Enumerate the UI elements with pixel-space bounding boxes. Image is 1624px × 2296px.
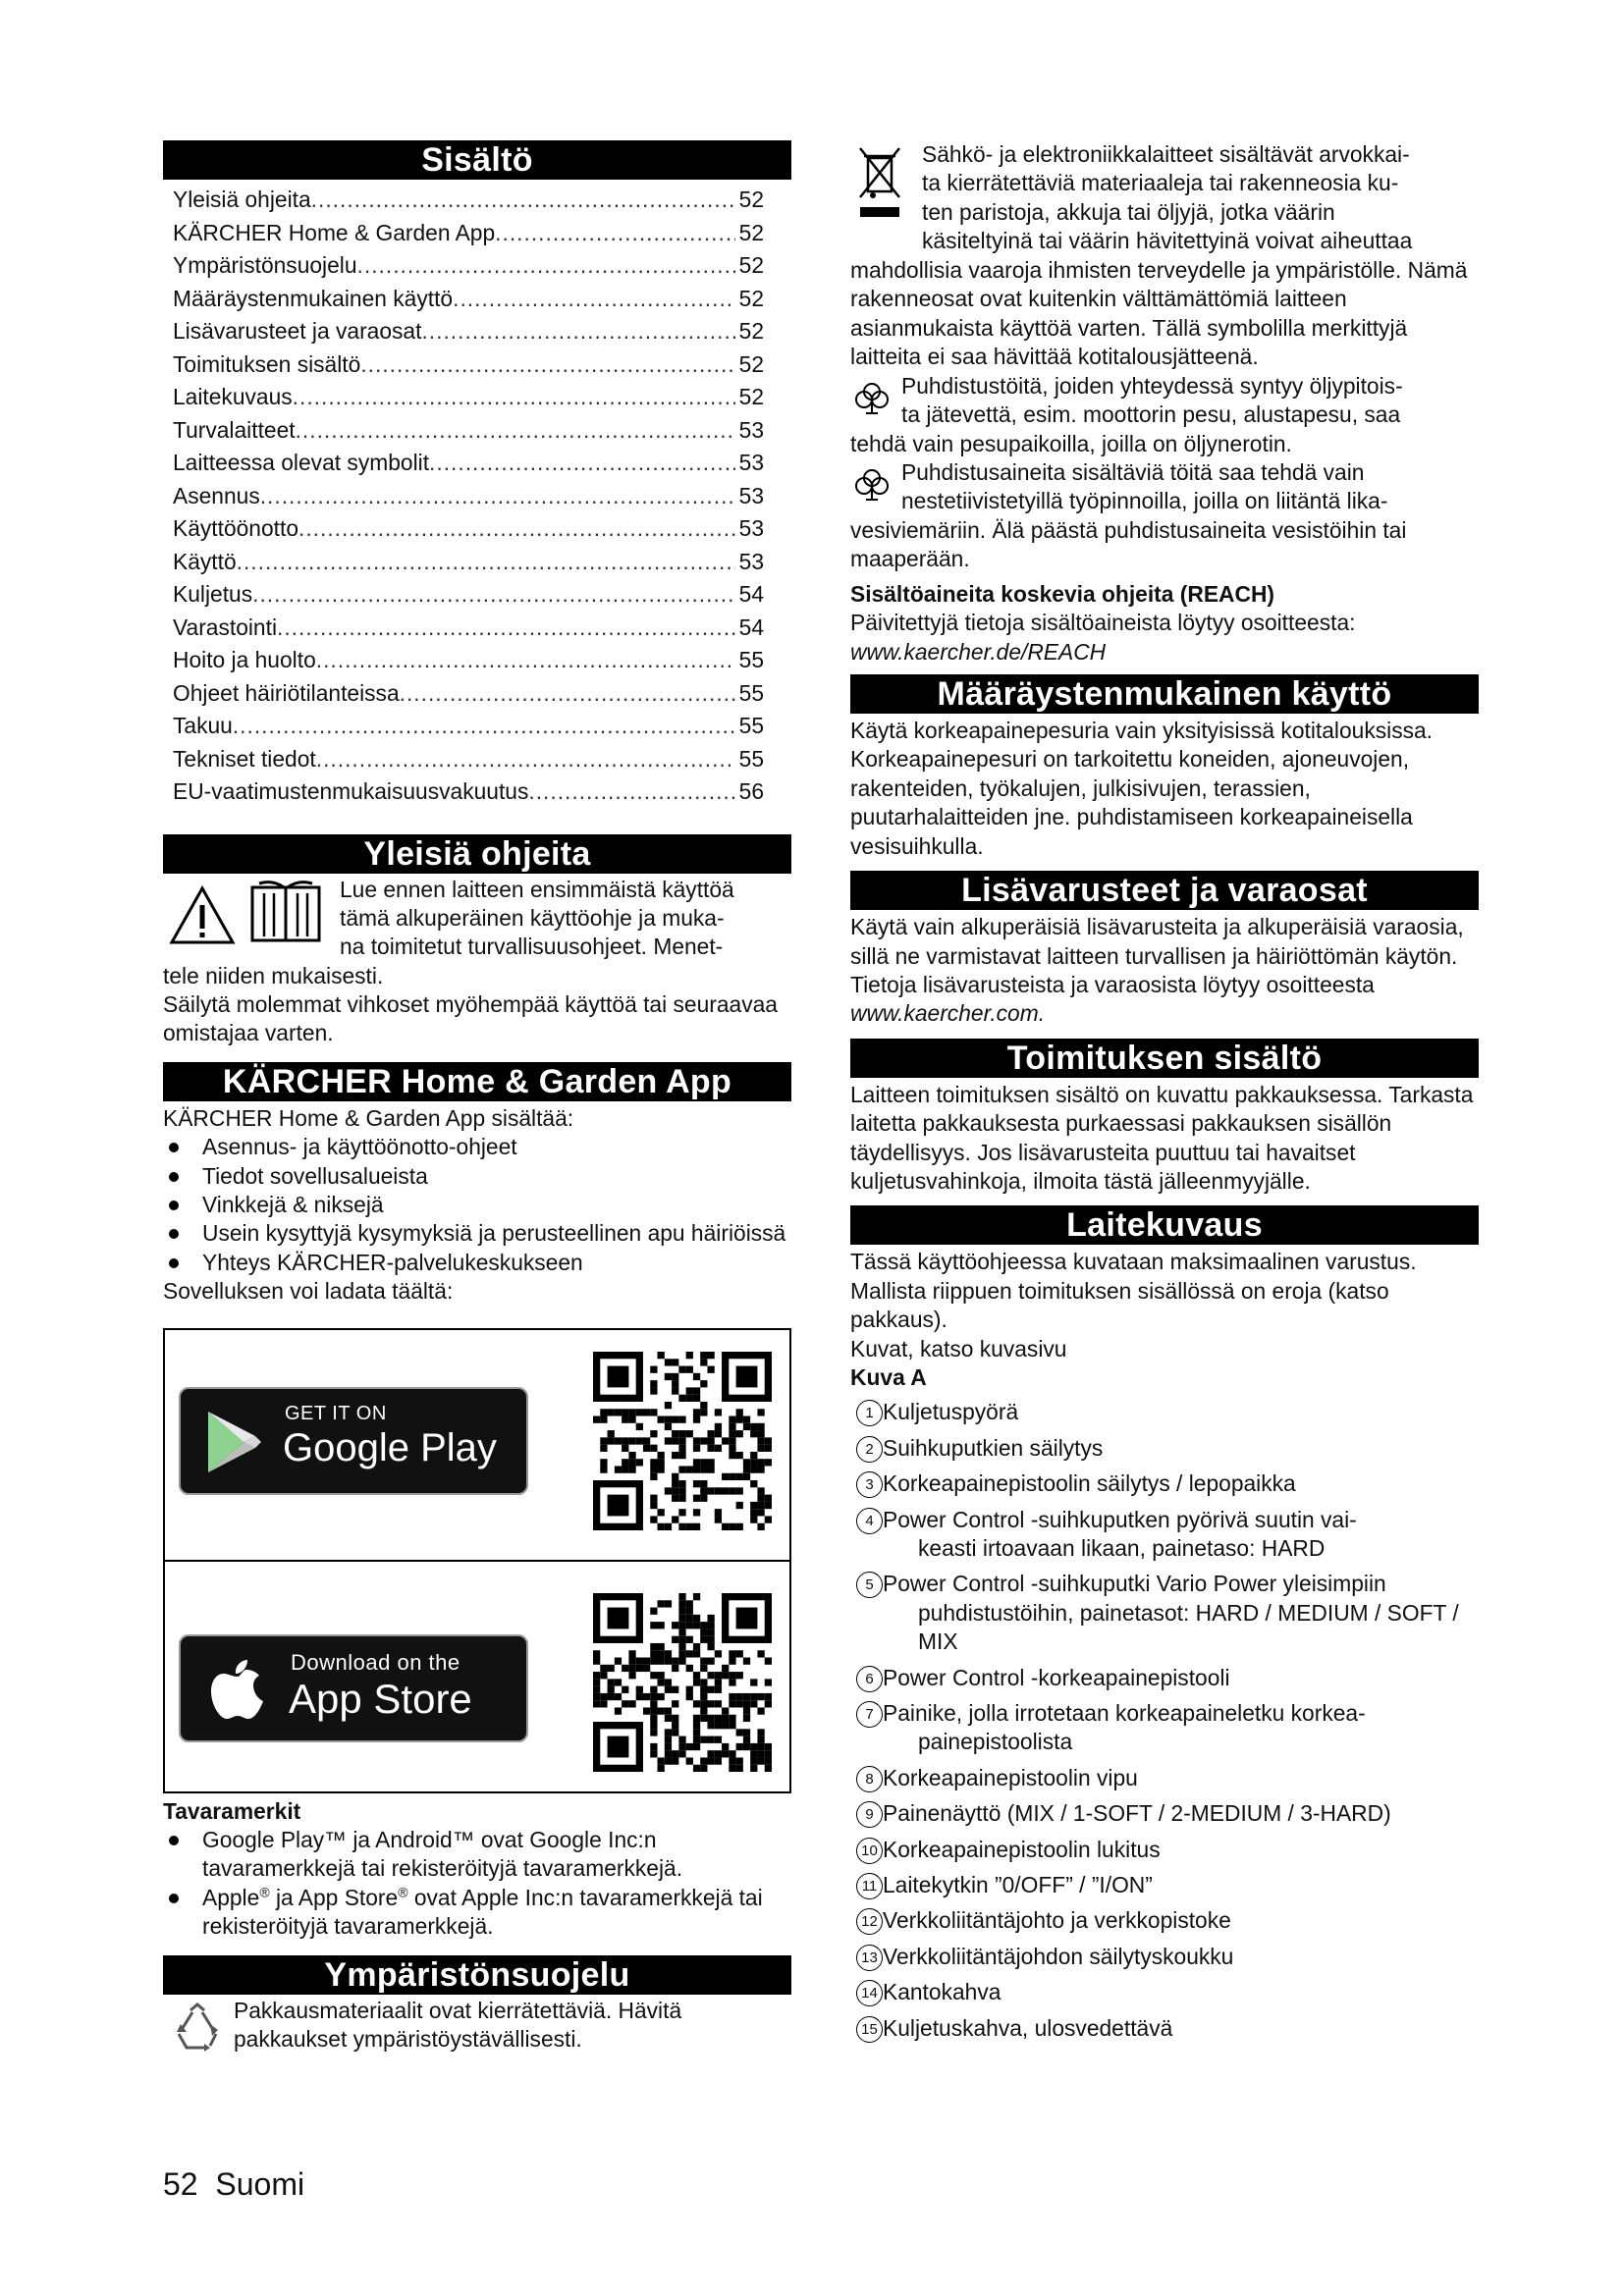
table-of-contents xyxy=(163,184,791,809)
toc-entry-title: Laitekuvaus xyxy=(173,384,293,409)
description-section xyxy=(850,1248,1479,2043)
reach-link[interactable]: www.kaercher.de/REACH xyxy=(850,638,1107,665)
legend-number: 10 xyxy=(856,1838,883,1864)
environment-line-1: Pakkausmateriaalit ovat kierrätettäviä. Hävitä xyxy=(234,1997,682,2023)
app-store-big-text: App Store xyxy=(289,1675,472,1722)
toc-leader xyxy=(233,710,735,743)
toc-entry-page: 52 xyxy=(738,285,764,311)
toc-entry-title: Laitteessa olevat symbolit xyxy=(173,450,430,475)
toc-entry-page: 53 xyxy=(738,416,764,443)
toc-entry-page: 55 xyxy=(738,745,764,772)
legend-item xyxy=(850,1506,1479,1564)
toc-entry-title: Turvalaitteet xyxy=(173,416,296,443)
legend-text: Laitekytkin ”0/OFF” / ”I/ON” xyxy=(883,1872,1153,1898)
legend-text-continued: keasti irtoavaan likaan, painetaso: HARD xyxy=(918,1535,1326,1561)
legend-item xyxy=(850,1570,1479,1656)
toc-entry-title: Lisävarusteet ja varaosat xyxy=(173,318,422,344)
accessories-section xyxy=(850,913,1479,1029)
google-play-badge[interactable] xyxy=(179,1387,528,1495)
toc-entry[interactable] xyxy=(173,217,764,250)
toc-entry[interactable] xyxy=(173,381,764,414)
legend-item xyxy=(850,1664,1479,1692)
toc-leader xyxy=(311,184,735,217)
toc-entry-page: 55 xyxy=(738,647,764,672)
toc-entry-title: KÄRCHER Home & Garden App xyxy=(173,219,496,245)
toc-heading: Sisältö xyxy=(163,140,791,180)
general-line-4: tele niiden mukaisesti. xyxy=(163,962,384,988)
legend-text: Painenäyttö (MIX / 1-SOFT / 2-MEDIUM / 3-HARD) xyxy=(883,1800,1391,1827)
bullet-icon xyxy=(169,1201,179,1210)
manual-book-icon xyxy=(249,880,322,944)
toc-entry-page: 53 xyxy=(738,450,764,475)
bullet-icon xyxy=(169,1143,179,1152)
legend-number: 4 xyxy=(856,1508,883,1534)
toc-leader xyxy=(260,480,735,513)
toc-entry-page: 52 xyxy=(738,252,764,278)
app-feature-item: Vinkkejä & niksejä xyxy=(163,1191,791,1219)
environment-heading: Ympäristönsuojelu xyxy=(163,1955,791,1995)
right-column xyxy=(850,140,1479,2050)
page-language: Suomi xyxy=(215,2166,305,2202)
legend-text: Power Control -korkeapainepistooli xyxy=(883,1664,1230,1690)
toc-leader xyxy=(277,612,735,645)
toc-entry-title: Kuljetus xyxy=(173,581,253,607)
toc-entry[interactable] xyxy=(173,348,764,382)
toc-entry-title: Yleisiä ohjeita xyxy=(173,187,311,212)
description-p1: Tässä käyttöohjeessa kuvataan maksimaalinen varustus. Mallista riippuen toimituksen sisällössä on eroja (katso pakkaus). xyxy=(850,1249,1417,1333)
toc-entry[interactable] xyxy=(173,677,764,711)
legend-text: Power Control -suihkuputken pyörivä suutin vai- xyxy=(883,1506,1357,1532)
legend-text: Kuljetuskahva, ulosvedettävä xyxy=(883,2014,1173,2041)
legend-number: 5 xyxy=(856,1572,883,1598)
legend-item xyxy=(850,1836,1479,1864)
toc-entry[interactable] xyxy=(173,249,764,283)
toc-leader xyxy=(360,348,734,382)
toc-entry-title: Käyttöönotto xyxy=(173,515,299,541)
toc-leader xyxy=(316,644,735,677)
legend-number: 2 xyxy=(856,1436,883,1463)
environment-line-2: pakkaukset ympäristöystävällisesti. xyxy=(234,2026,582,2052)
toc-leader xyxy=(298,512,735,546)
intended-use-p1: Käytä korkeapainepesuria vain yksityisissä kotitalouksissa. xyxy=(850,718,1433,744)
legend-item xyxy=(850,1699,1479,1757)
intended-use-section xyxy=(850,717,1479,861)
toc-leader xyxy=(528,775,734,809)
legend-number: 3 xyxy=(856,1471,883,1498)
toc-leader xyxy=(429,447,735,480)
toc-entry-title: Ympäristönsuojelu xyxy=(173,252,357,278)
trademark-item: Apple® ja App Store® ovat Apple Inc:n tavaramerkkejä tai rekisteröityjä tavaramerkkejä. xyxy=(163,1884,791,1942)
toc-entry[interactable] xyxy=(173,546,764,579)
legend-number: 6 xyxy=(856,1666,883,1692)
toc-leader xyxy=(495,217,734,250)
toc-leader xyxy=(357,249,735,283)
legend-item xyxy=(850,1943,1479,1971)
toc-entry-page: 52 xyxy=(738,219,764,245)
accessories-link[interactable]: www.kaercher.com. xyxy=(850,1000,1046,1027)
toc-entry-page: 55 xyxy=(738,713,764,738)
general-heading: Yleisiä ohjeita xyxy=(163,834,791,874)
general-line-2: tämä alkuperäinen käyttöohje ja muka- xyxy=(340,904,725,931)
recycling-icon xyxy=(171,2002,224,2056)
legend-item xyxy=(850,1469,1479,1498)
toc-entry-page: 55 xyxy=(738,679,764,706)
toc-entry[interactable] xyxy=(173,480,764,513)
legend-text: Korkeapainepistoolin säilytys / lepopaikka xyxy=(883,1470,1296,1497)
warning-icon xyxy=(169,885,236,946)
toc-entry[interactable] xyxy=(173,512,764,546)
left-column xyxy=(163,140,791,2061)
toc-leader xyxy=(421,315,734,348)
app-store-qr-code xyxy=(593,1593,772,1772)
toc-leader xyxy=(316,743,735,776)
app-feature-list xyxy=(163,1133,791,1277)
google-play-qr-code xyxy=(593,1352,772,1530)
legend-text: Kuljetuspyörä xyxy=(883,1399,1019,1425)
toc-entry-title: Käyttö xyxy=(173,548,237,574)
general-paragraph: Säilytä molemmat vihkoset myöhempää käyttöä tai seuraavaa omistajaa varten. xyxy=(163,990,778,1046)
weee-line-4: käsiteltyinä tai väärin hävitettyinä voivat aiheuttaa xyxy=(922,228,1413,254)
legend-item xyxy=(850,1799,1479,1828)
legend-item xyxy=(850,1906,1479,1935)
app-download-text: Sovelluksen voi ladata täältä: xyxy=(163,1278,454,1305)
accessories-p1: Käytä vain alkuperäisiä lisävarusteita ja alkuperäisiä varaosia, sillä ne varmistavat laitteen turvallisen ja häiriöttömän käytön. xyxy=(850,914,1464,969)
legend-number: 9 xyxy=(856,1801,883,1828)
toc-entry-page: 56 xyxy=(738,778,764,804)
bullet-icon xyxy=(169,1172,179,1182)
apple-icon xyxy=(210,1656,265,1721)
legend-number: 13 xyxy=(856,1945,883,1971)
page-number: 52 xyxy=(163,2166,198,2202)
app-feature-item: Yhteys KÄRCHER-palvelukeskukseen xyxy=(163,1249,791,1277)
toc-entry-title: Asennus xyxy=(173,482,260,508)
toc-entry[interactable] xyxy=(173,743,764,776)
toc-entry[interactable] xyxy=(173,283,764,316)
toc-leader xyxy=(293,381,735,414)
oil-separator-icon xyxy=(854,380,890,415)
app-section xyxy=(163,1104,791,1307)
toc-entry-title: Takuu xyxy=(173,713,233,738)
toc-entry-page: 53 xyxy=(738,515,764,541)
toc-entry[interactable] xyxy=(173,644,764,677)
google-play-small-text: GET IT ON xyxy=(285,1402,387,1424)
environment-intro xyxy=(163,1997,791,2061)
intended-use-p2: Korkeapainepesuri on tarkoitettu koneiden, ajoneuvojen, rakenteiden, työkalujen, julkisivujen, terassien, puutarhalaitteiden jne. puhdistamiseen korkeapaineisella vesisuihkulla. xyxy=(850,746,1413,859)
general-line-3: na toimitetut turvallisuusohjeet. Menet- xyxy=(340,934,724,960)
weee-line-3: ten paristoja, akkuja tai öljyjä, jotka väärin xyxy=(922,198,1335,225)
app-intro: KÄRCHER Home & Garden App sisältää: xyxy=(163,1104,574,1131)
crossed-bin-icon xyxy=(858,144,901,219)
toc-entry-page: 52 xyxy=(738,187,764,212)
toc-entry-page: 52 xyxy=(738,318,764,344)
legend-text: Verkkoliitäntäjohdon säilytyskoukku xyxy=(883,1943,1234,1969)
toc-entry-page: 53 xyxy=(738,548,764,574)
legend-text-continued: puhdistustöihin, painetasot: HARD / MEDIUM / SOFT / MIX xyxy=(918,1599,1459,1655)
legend-item xyxy=(850,1871,1479,1899)
google-play-big-text: Google Play xyxy=(283,1425,497,1469)
legend-text-continued: painepistoolista xyxy=(918,1729,1073,1755)
oil-line-1: Puhdistustöitä, joiden yhteydessä syntyy öljypitois- xyxy=(901,372,1403,399)
oil-line-2: ta jätevettä, esim. moottorin pesu, alustapesu, saa xyxy=(901,401,1401,428)
detergent-line-2: nestetiivistetyillä työpinnoilla, joilla on liitäntä lika- xyxy=(901,488,1388,514)
toc-entry[interactable] xyxy=(173,414,764,448)
weee-section xyxy=(850,140,1479,667)
weee-line-2: ta kierrätettäviä materiaaleja tai rakenneosia ku- xyxy=(922,170,1399,196)
toc-entry[interactable] xyxy=(173,447,764,480)
legend-text: Kantokahva xyxy=(883,1979,1001,2005)
toc-leader xyxy=(296,414,735,448)
google-play-icon xyxy=(204,1410,263,1474)
toc-entry-page: 54 xyxy=(738,581,764,607)
toc-leader xyxy=(237,546,735,579)
reach-text: Päivitettyjä tietoja sisältöaineista löytyy osoitteesta: xyxy=(850,610,1356,636)
oil-paragraph: tehdä vain pesupaikoilla, joilla on öljynerotin. xyxy=(850,430,1292,456)
toc-entry-page: 52 xyxy=(738,384,764,409)
description-p2: Kuvat, katso kuvasivu xyxy=(850,1335,1067,1362)
delivery-heading: Toimituksen sisältö xyxy=(850,1039,1479,1078)
app-feature-item: Asennus- ja käyttöönotto-ohjeet xyxy=(163,1133,791,1161)
toc-entry-title: EU-vaatimustenmukaisuusvakuutus xyxy=(173,778,529,804)
legend-text: Verkkoliitäntäjohto ja verkkopistoke xyxy=(883,1907,1231,1934)
reach-heading: Sisältöaineita koskevia ohjeita (REACH) xyxy=(850,580,1275,607)
toc-entry-page: 53 xyxy=(738,482,764,508)
legend-number: 12 xyxy=(856,1908,883,1935)
toc-entry-title: Toimituksen sisältö xyxy=(173,350,361,377)
toc-entry[interactable] xyxy=(173,775,764,809)
toc-entry-page: 52 xyxy=(738,350,764,377)
bullet-icon xyxy=(169,1229,179,1239)
trademarks-heading: Tavaramerkit xyxy=(163,1797,301,1824)
app-feature-item: Tiedot sovellusalueista xyxy=(163,1162,791,1191)
legend-number: 8 xyxy=(856,1766,883,1792)
delivery-paragraph: Laitteen toimituksen sisältö on kuvattu pakkauksessa. Tarkasta laitetta pakkauksesta purkaessasi pakkauksen sisällön täydellisyys. Jos lisävarusteita puuttuu tai havaitset kuljetusvahinkoja, ilmoita tästä jälleenmyyjälle. xyxy=(850,1081,1474,1194)
accessories-heading: Lisävarusteet ja varaosat xyxy=(850,871,1479,910)
weee-paragraph: mahdollisia vaaroja ihmisten terveydelle ja ympäristölle. Nämä rakenneosat ovat kuitenkin välttämättömiä laitteen asianmukaista käyttöä varten. Tällä symbolilla merkittyjä laitteita ei saa hävittää kotitalousjätteenä. xyxy=(850,257,1468,370)
page-footer xyxy=(163,2166,304,2203)
legend-number: 7 xyxy=(856,1701,883,1728)
legend-number: 1 xyxy=(856,1400,883,1426)
legend-item xyxy=(850,1764,1479,1792)
legend-text: Suihkuputkien säilytys xyxy=(883,1434,1104,1461)
detergent-icon xyxy=(854,466,890,502)
app-feature-item: Usein kysyttyjä kysymyksiä ja perusteellinen apu häiriöissä xyxy=(163,1219,791,1248)
bullet-icon xyxy=(169,1258,179,1268)
store-divider xyxy=(165,1560,789,1562)
legend-text: Korkeapainepistoolin lukitus xyxy=(883,1836,1161,1862)
legend-item xyxy=(850,1398,1479,1426)
detergent-line-1: Puhdistusaineita sisältäviä töitä saa tehdä vain xyxy=(901,459,1365,486)
weee-line-1: Sähkö- ja elektroniikkalaitteet sisältävät arvokkai- xyxy=(922,141,1410,167)
legend-item xyxy=(850,1978,1479,2006)
toc-leader xyxy=(400,677,735,711)
toc-entry-title: Varastointi xyxy=(173,614,278,640)
app-store-box xyxy=(163,1328,791,1793)
toc-entry-page: 54 xyxy=(738,614,764,640)
trademark-item: Google Play™ ja Android™ ovat Google Inc:n tavaramerkkejä tai rekisteröityjä tavaramerkkejä. xyxy=(163,1826,791,1884)
legend-number: 15 xyxy=(856,2016,883,2043)
toc-entry-title: Määräystenmukainen käyttö xyxy=(173,285,454,311)
toc-entry[interactable] xyxy=(173,710,764,743)
toc-entry[interactable] xyxy=(173,612,764,645)
app-store-badge[interactable] xyxy=(179,1634,528,1742)
legend-number: 14 xyxy=(856,1980,883,2006)
toc-entry-title: Ohjeet häiriötilanteissa xyxy=(173,679,400,706)
legend-number: 11 xyxy=(856,1873,883,1899)
figure-label: Kuva A xyxy=(850,1363,927,1390)
app-store-small-text: Download on the xyxy=(291,1649,460,1675)
detergent-paragraph: vesiviemäriin. Älä päästä puhdistusaineita vesistöihin tai maaperään. xyxy=(850,517,1407,572)
description-heading: Laitekuvaus xyxy=(850,1205,1479,1245)
legend-text: Korkeapainepistoolin vipu xyxy=(883,1764,1138,1790)
toc-entry-title: Hoito ja huolto xyxy=(173,647,316,672)
general-section xyxy=(163,876,791,1048)
legend-item xyxy=(850,2014,1479,2043)
toc-entry-title: Tekniset tiedot xyxy=(173,745,316,772)
accessories-p2: Tietoja lisävarusteista ja varaosista löytyy osoitteesta xyxy=(850,971,1375,997)
intended-use-heading: Määräystenmukainen käyttö xyxy=(850,674,1479,714)
toc-leader xyxy=(453,283,735,316)
app-heading: KÄRCHER Home & Garden App xyxy=(163,1062,791,1101)
legend-item xyxy=(850,1434,1479,1463)
toc-leader xyxy=(252,578,735,612)
legend-text: Power Control -suihkuputki Vario Power yleisimpiin xyxy=(883,1571,1386,1597)
trademarks-section xyxy=(163,1797,791,1942)
toc-entry[interactable] xyxy=(173,578,764,612)
toc-entry[interactable] xyxy=(173,315,764,348)
toc-entry[interactable] xyxy=(173,184,764,217)
general-line-1: Lue ennen laitteen ensimmäistä käyttöä xyxy=(340,876,734,902)
figure-legend xyxy=(850,1398,1479,2043)
legend-text: Painike, jolla irrotetaan korkeapaineletku korkea- xyxy=(883,1700,1366,1727)
